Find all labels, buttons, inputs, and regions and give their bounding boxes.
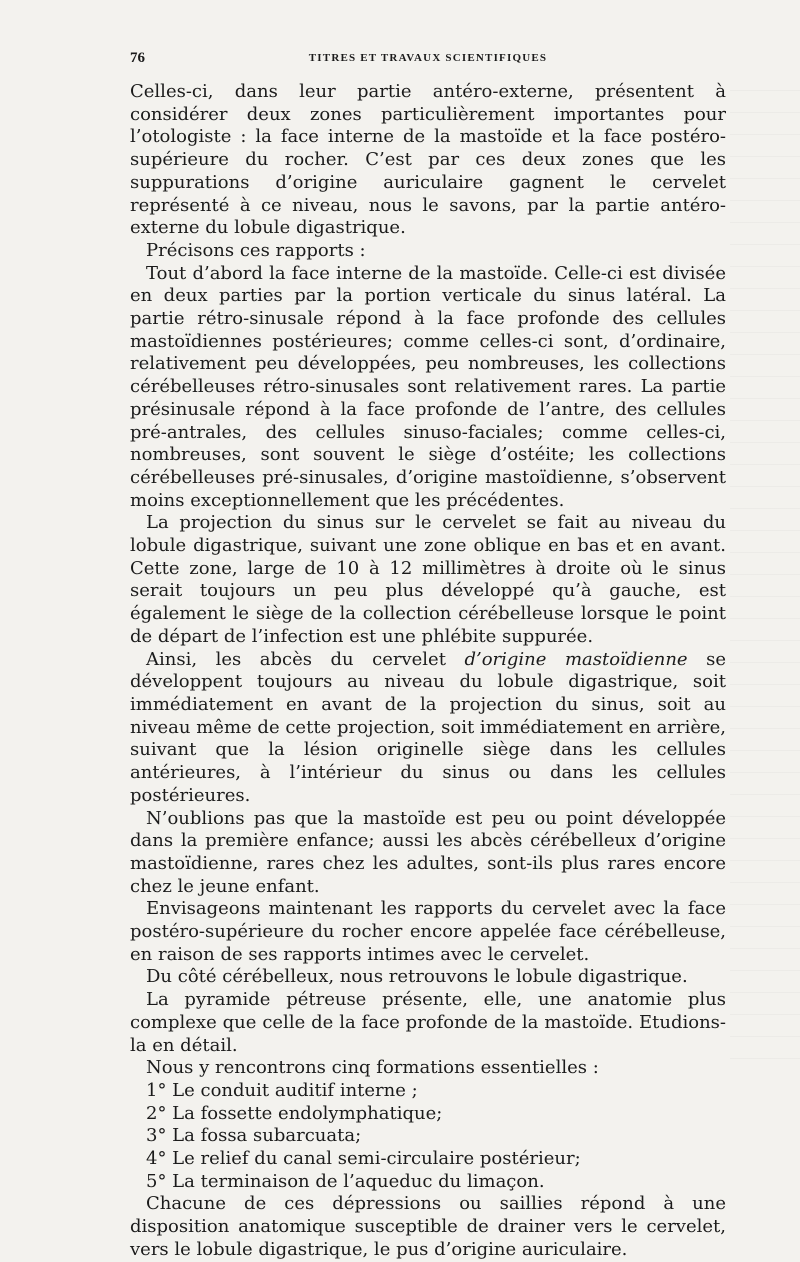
paragraph: Celles-ci, dans leur partie antéro-externe, présentent à considérer deux zones particulièrement importantes pour l’otologiste : la face interne de la mastoïde et la face postéro-supérieure du rocher. C’est par ces deux zones que les suppurations d’origine auriculaire gagnent le cervelet représenté à ce niveau, nous le savons, par la partie antéro-externe du lobule digastrique.: [130, 81, 726, 239]
list-item: 1° Le conduit auditif interne ;: [146, 1079, 418, 1101]
running-title: TITRES ET TRAVAUX SCIENTIFIQUES: [308, 52, 548, 64]
page-header: [130, 50, 726, 74]
paragraph: Précisons ces rapports :: [146, 239, 366, 261]
paragraph: Envisageons maintenant les rapports du cervelet avec la face postéro-supérieure du rocher encore appelée face cérébelleuse, en raison de ses rapports intimes avec le cervelet.: [130, 898, 726, 965]
paragraph: La pyramide pétreuse présente, elle, une anatomie plus complexe que celle de la face profonde de la mastoïde. Etudions-la en détail.: [130, 989, 726, 1056]
paragraph: Du côté cérébelleux, nous retrouvons le lobule digastrique.: [146, 966, 688, 988]
paragraph: Nous y rencontrons cinq formations essentielles :: [146, 1057, 599, 1079]
text-run: se développent toujours au niveau du lobule digastrique, soit immédiatement en avant de la projection du sinus, soit au niveau même de cette projection, soit immédiatement en arrière, suivant que la lésion originelle siège dans les cellules antérieures, à l’intérieur du sinus ou dans les cellules postérieures.: [130, 648, 726, 806]
italic-phrase: d’origine mastoïdienne: [464, 648, 688, 670]
paragraph: Tout d’abord la face interne de la mastoïde. Celle-ci est divisée en deux parties par la portion verticale du sinus latéral. La partie rétro-sinusale répond à la face profonde des cellules mastoïdiennes postérieures; comme celles-ci sont, d’ordinaire, relativement peu développées, peu nombreuses, les collections cérébelleuses rétro-sinusales sont relativement rares. La partie présinusale répond à la face profonde de l’antre, des cellules pré-antrales, des cellules sinuso-faciales; comme celles-ci, nombreuses, sont souvent le siège d’ostéite; les collections cérébelleuses pré-sinusales, d’origine mastoïdienne, s’observent moins exceptionnellement que les précédentes.: [130, 262, 726, 511]
show-through-texture: [730, 90, 800, 1060]
body-text: [130, 81, 726, 1262]
paragraph: N’oublions pas que la mastoïde est peu ou point développée dans la première enfance; aussi les abcès cérébelleux d’origine mastoïdienne, rares chez les adultes, sont-ils plus rares encore chez le jeune enfant.: [130, 807, 726, 897]
paragraph: Chacune de ces dépressions ou saillies répond à une disposition anatomique susceptible de drainer vers le cervelet, vers le lobule digastrique, le pus d’origine auriculaire.: [130, 1193, 726, 1260]
list-item: 2° La fossette endolymphatique;: [146, 1102, 443, 1124]
list-item: 3° La fossa subarcuata;: [146, 1125, 362, 1147]
text-run: Ainsi, les abcès du cervelet: [146, 648, 465, 670]
list-item: 4° Le relief du canal semi-circulaire postérieur;: [146, 1148, 581, 1170]
paragraph-ainsi: [130, 649, 726, 808]
paragraph: La projection du sinus sur le cervelet se fait au niveau du lobule digastrique, suivant une zone oblique en bas et en avant. Cette zone, large de 10 à 12 millimètres à droite où le sinus serait toujours un peu plus développé qu’à gauche, est également le siège de la collection cérébelleuse lorsque le point de départ de l’infection est une phlébite suppurée.: [130, 512, 726, 647]
list-item: 5° La terminaison de l’aqueduc du limaçon.: [146, 1170, 545, 1192]
page-number: 76: [130, 50, 145, 66]
